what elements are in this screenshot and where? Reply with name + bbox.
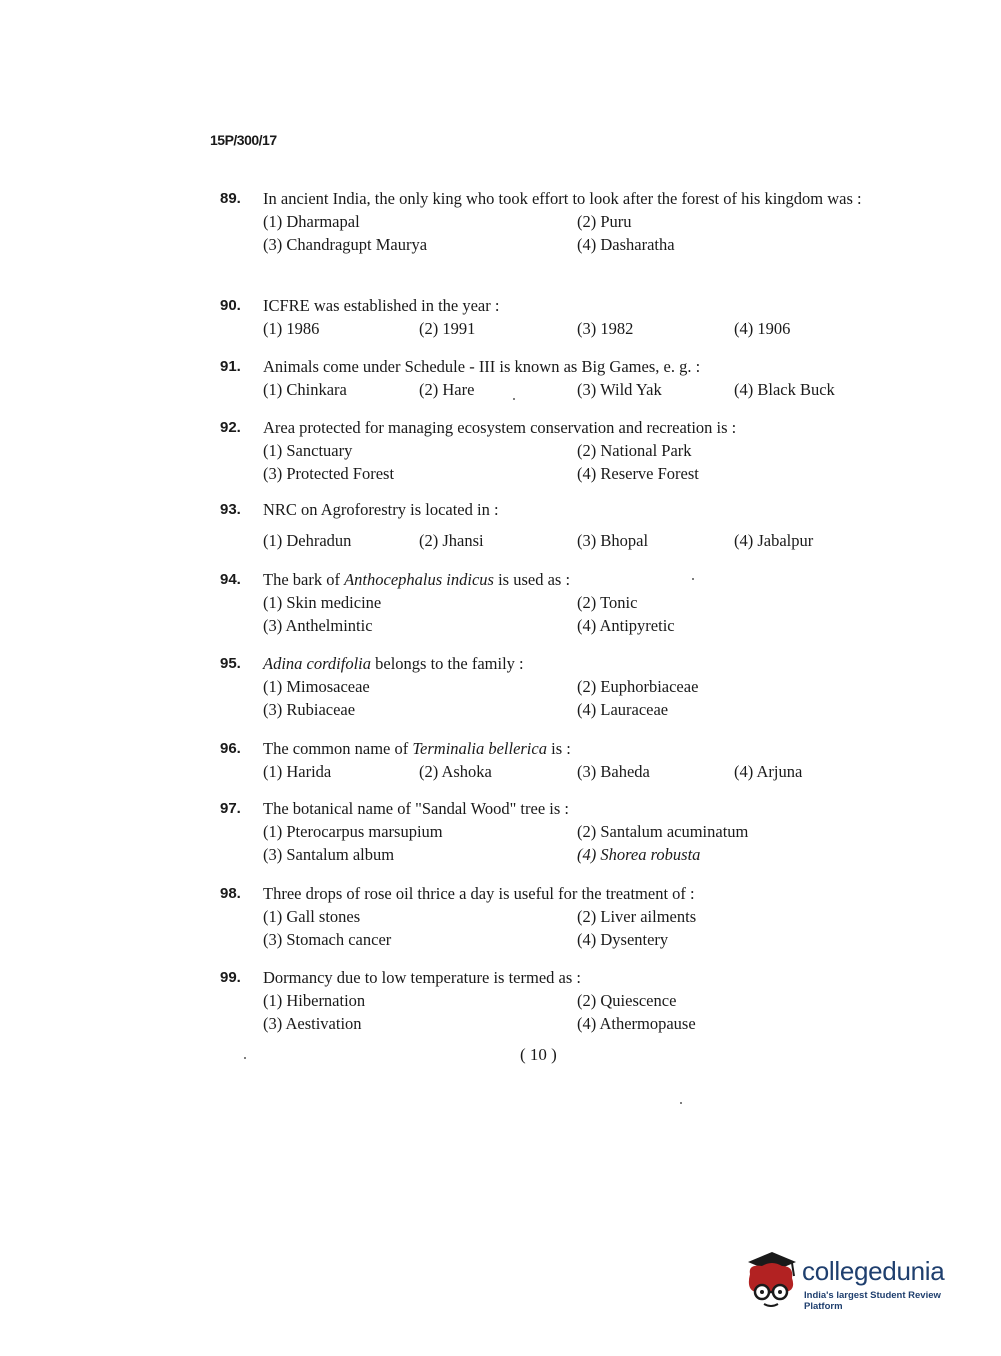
option-1: (1) Hibernation: [263, 991, 366, 1010]
option-2: (2) Puru: [577, 212, 632, 231]
scan-speck: [244, 1057, 246, 1059]
option-3: (3) Aestivation: [263, 1014, 362, 1033]
option-2: (2) Liver ailments: [577, 907, 697, 926]
option-1: (1) Sanctuary: [263, 441, 353, 460]
option-3: (3) Stomach cancer: [263, 930, 392, 949]
option-2: (2) Ashoka: [419, 762, 492, 781]
page-number: ( 10 ): [520, 1045, 557, 1064]
question-text: Dormancy due to low temperature is termed as :: [263, 968, 581, 987]
option-2: (2) 1991: [419, 319, 476, 338]
question-91: [220, 355, 890, 401]
question-number: 89.: [220, 190, 241, 207]
option-2: (2) Santalum acuminatum: [577, 822, 749, 841]
option-1: (1) Gall stones: [263, 907, 361, 926]
option-4: (4) Antipyretic: [577, 616, 675, 635]
collegedunia-logo: [742, 1252, 972, 1312]
option-4: (4) Athermopause: [577, 1014, 696, 1033]
option-2: (2) Hare: [419, 380, 475, 399]
option-4: (4) Dysentery: [577, 930, 669, 949]
option-3: (3) Rubiaceae: [263, 700, 356, 719]
question-text: Animals come under Schedule - III is known as Big Games, e. g. :: [263, 357, 701, 376]
question-number: 99.: [220, 969, 241, 986]
option-4: (4) Black Buck: [734, 380, 835, 399]
question-text: Area protected for managing ecosystem conservation and recreation is :: [263, 418, 737, 437]
option-2: (2) Tonic: [577, 593, 638, 612]
scan-speck: [513, 398, 515, 400]
option-1: (1) Harida: [263, 762, 332, 781]
question-95: [220, 652, 890, 721]
option-3: (3) Protected Forest: [263, 464, 395, 483]
logo-wordmark: collegedunia: [802, 1256, 945, 1286]
option-1: (1) Dharmapal: [263, 212, 360, 231]
question-99: [220, 966, 890, 1035]
question-text: ICFRE was established in the year :: [263, 296, 500, 315]
question-number: 93.: [220, 501, 241, 518]
question-number: 92.: [220, 419, 241, 436]
option-2: (2) Quiescence: [577, 991, 677, 1010]
option-3: (3) Chandragupt Maurya: [263, 235, 428, 254]
question-text: The common name of Terminalia bellerica is :: [263, 739, 571, 758]
option-3: (3) Baheda: [577, 762, 650, 781]
question-number: 95.: [220, 655, 241, 672]
option-3: (3) Anthelmintic: [263, 616, 373, 635]
option-4: (4) Jabalpur: [734, 531, 814, 550]
question-90: [220, 294, 890, 340]
question-number: 94.: [220, 571, 241, 588]
question-94: [220, 568, 890, 637]
scan-speck: [692, 578, 694, 580]
question-number: 91.: [220, 358, 241, 375]
logo-tagline: India's largest Student Review Platform: [804, 1290, 941, 1312]
question-number: 90.: [220, 297, 241, 314]
option-2: (2) Euphorbiaceae: [577, 677, 699, 696]
question-89: [220, 187, 890, 256]
question-text: Three drops of rose oil thrice a day is useful for the treatment of :: [263, 884, 695, 903]
option-3: (3) Bhopal: [577, 531, 649, 550]
option-2: (2) Jhansi: [419, 531, 484, 550]
option-1: (1) Chinkara: [263, 380, 347, 399]
question-text: NRC on Agroforestry is located in :: [263, 500, 499, 519]
option-4: (4) Shorea robusta: [577, 845, 701, 864]
option-1: (1) 1986: [263, 319, 320, 338]
option-4: (4) Dasharatha: [577, 235, 675, 254]
option-4: (4) Arjuna: [734, 762, 803, 781]
paper-code: 15P/300/17: [210, 132, 277, 148]
option-1: (1) Skin medicine: [263, 593, 382, 612]
scan-speck: [680, 1102, 682, 1104]
option-1: (1) Pterocarpus marsupium: [263, 822, 443, 841]
option-3: (3) Wild Yak: [577, 380, 662, 399]
option-4: (4) 1906: [734, 319, 791, 338]
question-98: [220, 882, 890, 951]
question-text: Adina cordifolia belongs to the family :: [263, 654, 524, 673]
option-4: (4) Lauraceae: [577, 700, 669, 719]
question-number: 98.: [220, 885, 241, 902]
option-2: (2) National Park: [577, 441, 692, 460]
question-text: The botanical name of "Sandal Wood" tree is :: [263, 799, 569, 818]
option-3: (3) Santalum album: [263, 845, 395, 864]
question-number: 97.: [220, 800, 241, 817]
botanical-name: Terminalia bellerica: [412, 739, 547, 758]
question-96: [220, 737, 890, 783]
option-3: (3) 1982: [577, 319, 634, 338]
question-97: [220, 797, 890, 866]
botanical-name: Anthocephalus indicus: [344, 570, 494, 589]
question-text: In ancient India, the only king who took effort to look after the forest of his kingdom was :: [263, 189, 862, 208]
option-4: (4) Reserve Forest: [577, 464, 699, 483]
option-1: (1) Mimosaceae: [263, 677, 370, 696]
question-number: 96.: [220, 740, 241, 757]
mascot-icon: [742, 1252, 800, 1312]
question-92: [220, 416, 890, 485]
botanical-name: Adina cordifolia: [263, 654, 372, 673]
question-text: The bark of Anthocephalus indicus is used as :: [263, 570, 571, 589]
question-93: [220, 498, 890, 552]
option-1: (1) Dehradun: [263, 531, 352, 550]
